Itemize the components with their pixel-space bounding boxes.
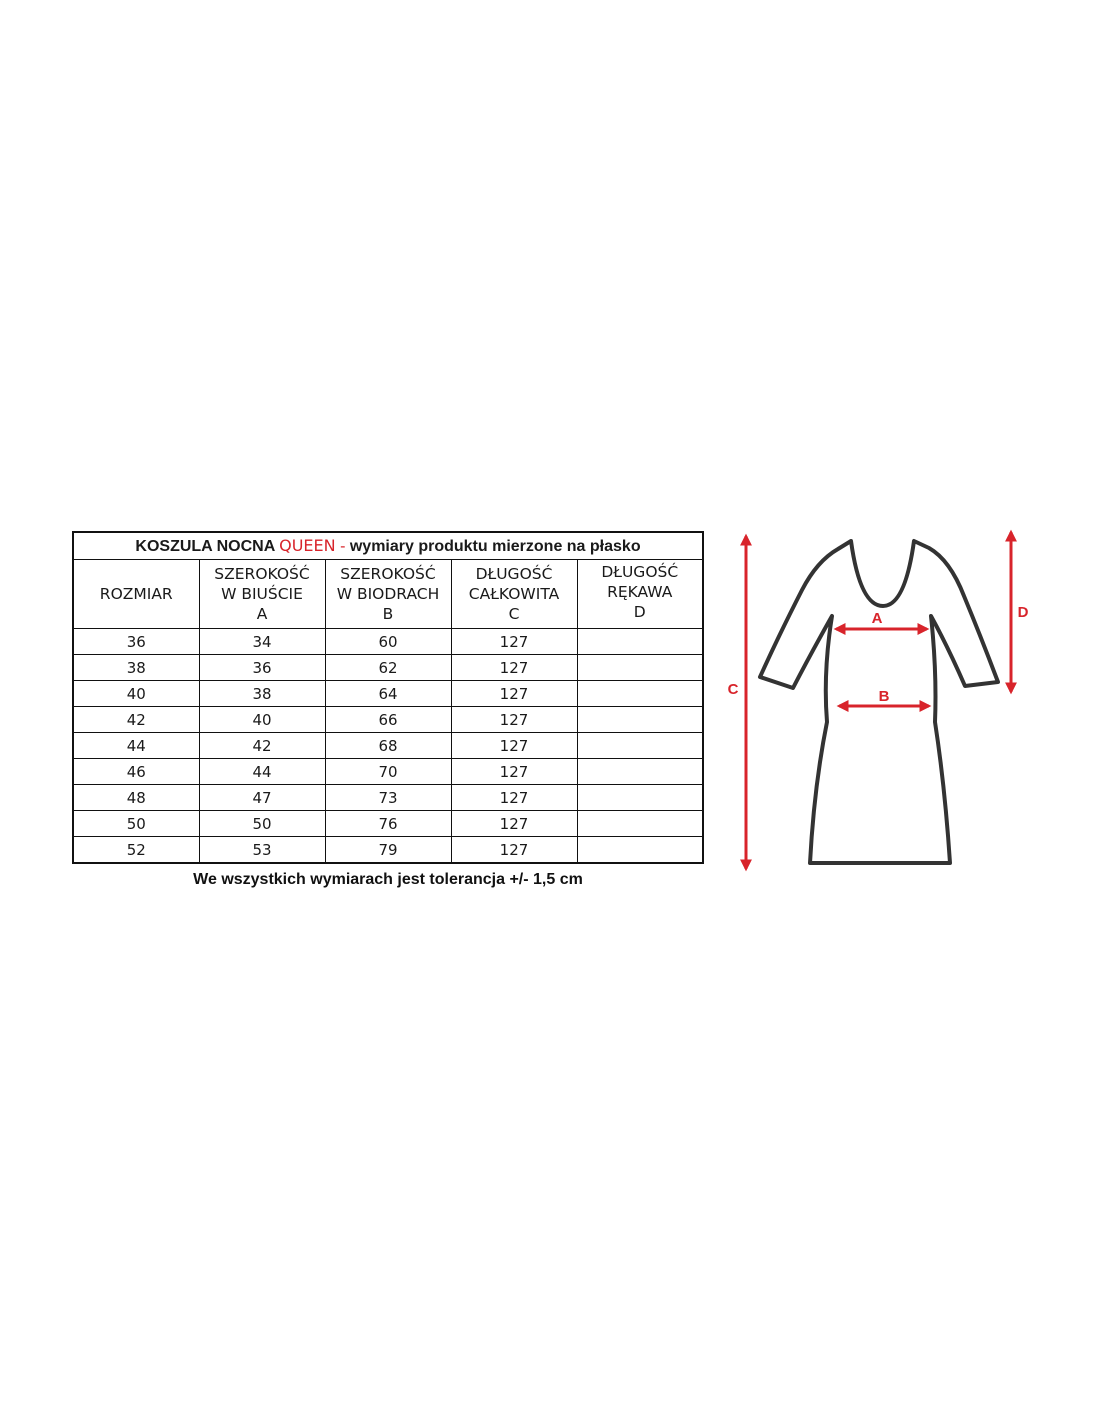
cell-sleeve (577, 811, 703, 837)
table-row (73, 733, 703, 759)
cell-bust: 34 (199, 629, 325, 655)
header-line: SZEROKOŚĆ (214, 565, 310, 583)
cell-hips: 73 (325, 785, 451, 811)
title-prefix: KOSZULA NOCNA (135, 538, 275, 555)
label-a: A (871, 610, 883, 627)
header-size (73, 560, 199, 629)
header-line: SZEROKOŚĆ (340, 565, 436, 583)
header-line: D (633, 603, 646, 621)
cell-hips: 60 (325, 629, 451, 655)
cell-sleeve (577, 655, 703, 681)
header-line: DŁUGOŚĆ (475, 565, 553, 583)
header-hip-width (325, 560, 451, 629)
table-title (73, 532, 703, 560)
table-row (73, 811, 703, 837)
header-line: RĘKAWA (607, 583, 673, 601)
cell-size: 52 (73, 837, 199, 864)
table-row (73, 785, 703, 811)
cell-length: 127 (451, 785, 577, 811)
cell-size: 40 (73, 681, 199, 707)
cell-size: 48 (73, 785, 199, 811)
cell-length: 127 (451, 681, 577, 707)
cell-size: 46 (73, 759, 199, 785)
nightgown-measurement-diagram (715, 522, 1045, 882)
cell-length: 127 (451, 733, 577, 759)
title-brand: QUEEN (279, 536, 336, 555)
cell-sleeve (577, 707, 703, 733)
cell-length: 127 (451, 655, 577, 681)
cell-sleeve (577, 629, 703, 655)
cell-bust: 36 (199, 655, 325, 681)
table-row (73, 707, 703, 733)
header-line: DŁUGOŚĆ (601, 563, 679, 581)
table-row (73, 837, 703, 864)
cell-length: 127 (451, 629, 577, 655)
cell-sleeve (577, 733, 703, 759)
header-line: CAŁKOWITA (468, 585, 560, 603)
cell-length: 127 (451, 707, 577, 733)
header-line: W BIUŚCIE (221, 585, 303, 603)
header-size-line: ROZMIAR (99, 585, 173, 603)
cell-sleeve (577, 681, 703, 707)
table-row (73, 655, 703, 681)
header-line: A (256, 605, 268, 623)
cell-hips: 62 (325, 655, 451, 681)
header-total-length (451, 560, 577, 629)
cell-size: 42 (73, 707, 199, 733)
header-line: W BIODRACH (336, 585, 440, 603)
cell-size: 38 (73, 655, 199, 681)
cell-bust: 50 (199, 811, 325, 837)
cell-hips: 64 (325, 681, 451, 707)
cell-length: 127 (451, 837, 577, 864)
table-row (73, 629, 703, 655)
table-row (73, 759, 703, 785)
cell-bust: 42 (199, 733, 325, 759)
header-line: C (508, 605, 520, 623)
table-title-row (73, 532, 703, 560)
title-separator: - (340, 538, 346, 555)
cell-hips: 68 (325, 733, 451, 759)
cell-bust: 40 (199, 707, 325, 733)
header-line: B (382, 605, 394, 623)
label-d: D (1017, 604, 1029, 621)
cell-hips: 66 (325, 707, 451, 733)
cell-hips: 70 (325, 759, 451, 785)
title-suffix: wymiary produktu mierzone na płasko (349, 538, 641, 555)
cell-bust: 47 (199, 785, 325, 811)
cell-size: 36 (73, 629, 199, 655)
size-chart-table (72, 531, 704, 864)
table-row (73, 681, 703, 707)
cell-bust: 53 (199, 837, 325, 864)
cell-hips: 76 (325, 811, 451, 837)
cell-size: 44 (73, 733, 199, 759)
cell-size: 50 (73, 811, 199, 837)
cell-sleeve (577, 785, 703, 811)
column-header-row (73, 560, 703, 629)
tolerance-note: We wszystkich wymiarach jest tolerancja +/- 1,5 cm (193, 871, 583, 888)
cell-length: 127 (451, 811, 577, 837)
cell-hips: 79 (325, 837, 451, 864)
label-c: C (727, 681, 739, 698)
cell-sleeve (577, 759, 703, 785)
cell-bust: 44 (199, 759, 325, 785)
cell-sleeve (577, 837, 703, 864)
header-bust-width (199, 560, 325, 629)
cell-bust: 38 (199, 681, 325, 707)
label-b: B (878, 688, 890, 705)
cell-length: 127 (451, 759, 577, 785)
header-sleeve-length (577, 560, 703, 629)
